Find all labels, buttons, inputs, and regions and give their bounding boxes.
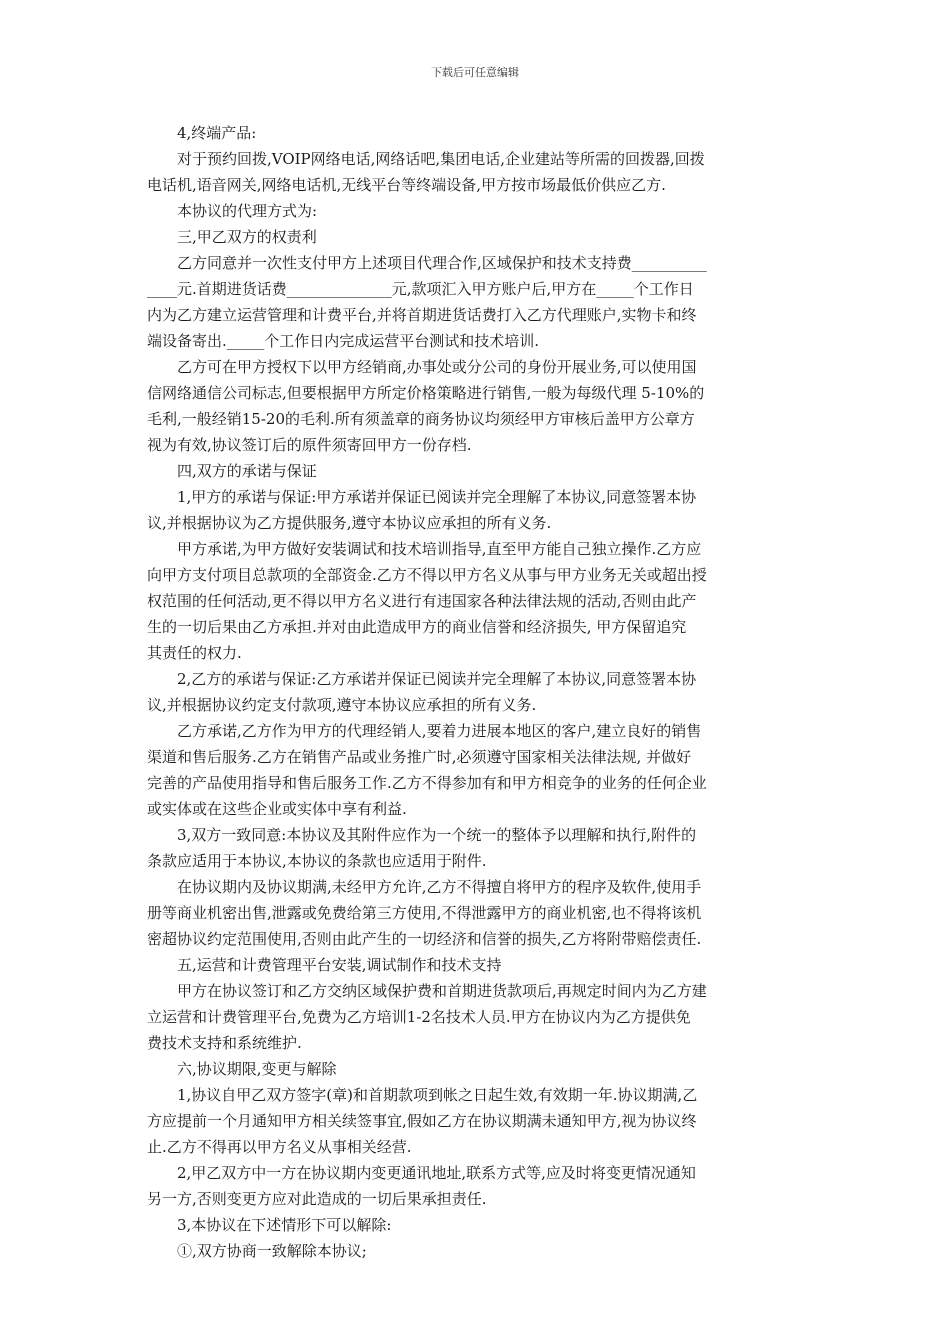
paragraph [147, 718, 807, 822]
text-line: 四,双方的承诺与保证 [177, 462, 317, 480]
text-line: 另一方,否则变更方应对此造成的一切后果承担责任. [147, 1190, 487, 1208]
text-line: 在协议期内及协议期满,未经甲方允许,乙方不得擅自将甲方的程序及软件,使用手 [177, 878, 702, 896]
text-line: 2,甲乙双方中一方在协议期内变更通讯地址,联系方式等,应及时将变更情况通知 [177, 1164, 696, 1182]
text-line: 三,甲乙双方的权责利 [177, 228, 317, 246]
paragraph [147, 120, 807, 146]
paragraph [147, 666, 807, 718]
text-line: 五,运营和计费管理平台安装,调试制作和技术支持 [177, 956, 502, 974]
text-line: 甲方在协议签订和乙方交纳区域保护费和首期进货款项后,再规定时间内为乙方建 [177, 982, 707, 1000]
text-line: 生的一切后果由乙方承担.并对由此造成甲方的商业信誉和经济损失, 甲方保留追究 [147, 618, 687, 636]
paragraph [147, 536, 807, 666]
text-line: 视为有效,协议签订后的原件须寄回甲方一份存档. [147, 436, 472, 454]
paragraph [147, 146, 807, 198]
text-line: 毛利,一般经销15-20的毛利.所有须盖章的商务协议均须经甲方审核后盖甲方公章方 [147, 410, 695, 428]
text-line: 端设备寄出._____个工作日内完成运营平台测试和技术培训. [147, 332, 540, 350]
paragraph [147, 1238, 807, 1264]
paragraph [147, 1056, 807, 1082]
paragraph [147, 978, 807, 1056]
paragraph [147, 458, 807, 484]
text-line: 或实体或在这些企业或实体中享有利益. [147, 800, 407, 818]
text-line: 议,并根据协议为乙方提供服务,遵守本协议应承担的所有义务. [147, 514, 552, 532]
text-line: 其责任的权力. [147, 644, 242, 662]
text-line: 2,乙方的承诺与保证:乙方承诺并保证已阅读并完全理解了本协议,同意签署本协 [177, 670, 697, 688]
paragraph [147, 952, 807, 978]
text-line: 方应提前一个月通知甲方相关续签事宜,假如乙方在协议期满未通知甲方,视为协议终 [147, 1112, 697, 1130]
text-line: ①,双方协商一致解除本协议; [177, 1242, 367, 1260]
paragraph [147, 198, 807, 224]
text-line: 甲方承诺,为甲方做好安装调试和技术培训指导,直至甲方能自己独立操作.乙方应 [177, 540, 702, 558]
paragraph [147, 354, 807, 458]
text-line: 1,协议自甲乙双方签字(章)和首期款项到帐之日起生效,有效期一年.协议期满,乙 [177, 1086, 698, 1104]
text-line: 向甲方支付项目总款项的全部资金.乙方不得以甲方名义从事与甲方业务无关或超出授 [147, 566, 707, 584]
text-line: 权范围的任何活动,更不得以甲方名义进行有违国家各种法律法规的活动,否则由此产 [147, 592, 697, 610]
text-line: 对于预约回拨,VOIP网络电话,网络话吧,集团电话,企业建站等所需的回拨器,回拨 [177, 150, 705, 168]
page-header: 下载后可任意编辑 [431, 66, 519, 79]
text-line: 条款应适用于本协议,本协议的条款也应适用于附件. [147, 852, 487, 870]
paragraph [147, 1160, 807, 1212]
text-line: 立运营和计费管理平台,免费为乙方培训1-2名技术人员.甲方在协议内为乙方提供免 [147, 1008, 691, 1026]
text-line: 止.乙方不得再以甲方名义从事相关经营. [147, 1138, 412, 1156]
text-line: 完善的产品使用指导和售后服务工作.乙方不得参加有和甲方相竞争的业务的任何企业 [147, 774, 707, 792]
paragraph [147, 484, 807, 536]
text-line: 议,并根据协议约定支付款项,遵守本协议应承担的所有义务. [147, 696, 537, 714]
paragraph [147, 822, 807, 874]
text-line: 乙方可在甲方授权下以甲方经销商,办事处或分公司的身份开展业务,可以使用国 [177, 358, 697, 376]
document-body [147, 120, 807, 1264]
paragraph [147, 874, 807, 952]
text-line: 4,终端产品: [177, 124, 257, 142]
paragraph [147, 1082, 807, 1160]
text-line: 乙方承诺,乙方作为甲方的代理经销人,要着力进展本地区的客户,建立良好的销售 [177, 722, 702, 740]
paragraph [147, 250, 807, 354]
text-line: 内为乙方建立运营管理和计费平台,并将首期进货话费打入乙方代理账户,实物卡和终 [147, 306, 697, 324]
text-line: 信网络通信公司标志,但要根据甲方所定价格策略进行销售,一般为每级代理 5-10%的 [147, 384, 705, 402]
text-line: 册等商业机密出售,泄露或免费给第三方使用,不得泄露甲方的商业机密,也不得将该机 [147, 904, 702, 922]
text-line: 3,双方一致同意:本协议及其附件应作为一个统一的整体予以理解和执行,附件的 [177, 826, 697, 844]
text-line: 1,甲方的承诺与保证:甲方承诺并保证已阅读并完全理解了本协议,同意签署本协 [177, 488, 697, 506]
text-line: 六,协议期限,变更与解除 [177, 1060, 337, 1078]
text-line: 电话机,语音网关,网络电话机,无线平台等终端设备,甲方按市场最低价供应乙方. [147, 176, 666, 194]
paragraph [147, 1212, 807, 1238]
paragraph [147, 224, 807, 250]
text-line: 密超协议约定范围使用,否则由此产生的一切经济和信誉的损失,乙方将附带赔偿责任. [147, 930, 702, 948]
text-line: 本协议的代理方式为: [177, 202, 318, 220]
text-line: 乙方同意并一次性支付甲方上述项目代理合作,区域保护和技术支持费__________ [177, 254, 707, 272]
text-line: 渠道和售后服务.乙方在销售产品或业务推广时,必须遵守国家相关法律法规, 并做好 [147, 748, 692, 766]
text-line: 3,本协议在下述情形下可以解除: [177, 1216, 392, 1234]
text-line: 费技术支持和系统维护. [147, 1034, 302, 1052]
text-line: ____元.首期进货话费______________元,款项汇入甲方账户后,甲方在_____个工作日 [147, 280, 694, 298]
